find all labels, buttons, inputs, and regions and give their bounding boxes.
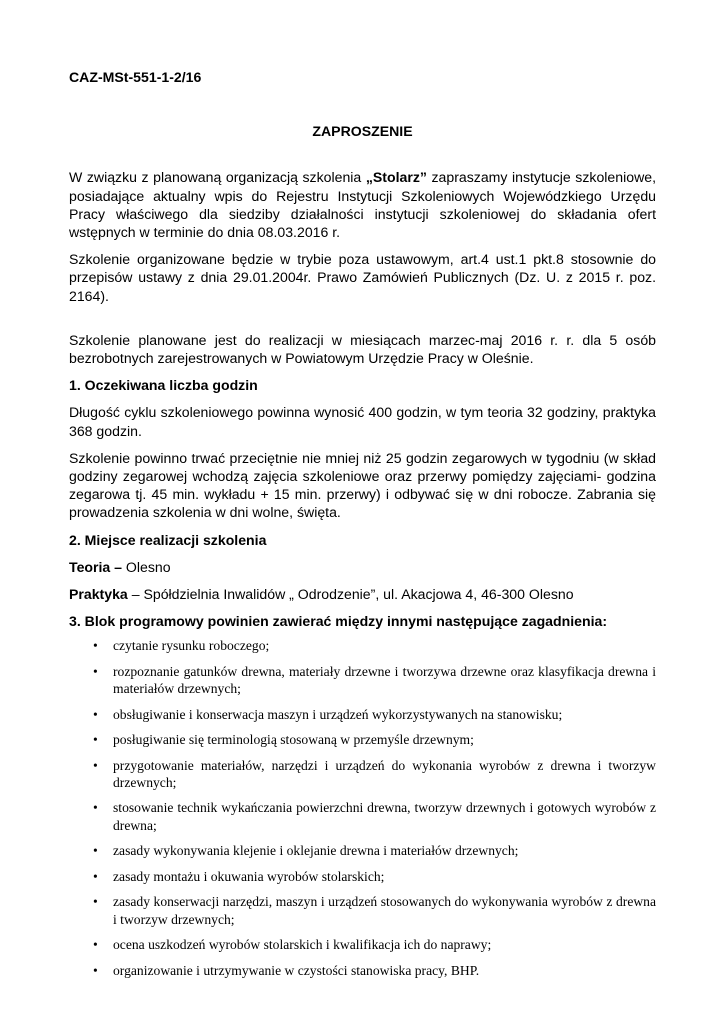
list-item: • rozpoznanie gatunków drewna, materiały drzewne i tworzywa drzewne oraz klasyfikacja drewna i materiałów drzewnych; [93,663,656,697]
list-item: • przygotowanie materiałów, narzędzi i urządzeń do wykonania wyrobów z drewna i tworzyw drzewnych; [93,757,656,790]
bullet-icon: • [93,638,98,654]
list-item: • obsługiwanie i konserwacja maszyn i urządzeń wykorzystywanych na stanowisku; [93,706,563,722]
section-2-heading: 2. Miejsce realizacji szkolenia [69,531,267,548]
document-title: ZAPROSZENIE [312,123,413,140]
section-1-schedule-paragraph: Szkolenie powinno trwać przeciętnie nie mniej niż 25 godzin zegarowych w tygodniu (w skład godziny zegarowej wchodzą zajęcia szkoleniowe oraz przerwy pomiędzy zajęciami- godzina zegarowa tj. 45 min. wykładu + 15 min. przerwy) i odbywać się w dni robocze. Zabrania się prowadzenia szkolenia w dni wolne, święta. [69,449,656,521]
theory-location [69,558,656,576]
bullet-icon: • [93,868,98,884]
theory-value: Olesno [122,558,171,575]
practice-value: – Spółdzielnia Inwalidów „ Odrodzenie”, ul. Akacjowa 4, 46-300 Olesno [127,586,574,603]
intro-after: zapraszamy instytucje szkoleniowe, posiadające aktualny wpis do Rejestru Instytucji Szkoleniowych Wojewódzkiego Urzędu Pracy właściwego dla siedziby działalności instytucji szkoleniowej do składania ofert wstępnych w terminie do dnia 08.03.2016 r. [69,169,656,241]
course-name: „Stolarz” [365,169,427,186]
bullet-icon: • [93,894,98,910]
legal-basis-paragraph: Szkolenie organizowane będzie w trybie poza ustawowym, art.4 ust.1 pkt.8 stosownie do przepisów ustawy z dnia 29.01.2004r. Prawo Zamówień Publicznych (Dz. U. z 2015 r. poz. 2164). [69,251,656,304]
bullet-icon: • [93,757,98,773]
section-1-hours-paragraph: Długość cyklu szkoleniowego powinna wynosić 400 godzin, w tym teoria 32 godziny, praktyka 368 godzin. [69,404,656,439]
section-1-heading: 1. Oczekiwana liczba godzin [69,377,258,394]
practice-location [69,585,656,603]
list-item: • stosowanie technik wykańczania powierzchni drewna, tworzyw drzewnych i gotowych wyrobów z drewna; [93,800,656,833]
theory-label: Teoria – [69,558,123,575]
bullet-icon: • [93,843,98,859]
list-item: • zasady wykonywania klejenie i oklejanie drewna i materiałów drzewnych; [93,843,519,859]
program-topics-list [69,637,656,978]
intro-before: W związku z planowaną organizacją szkolenia [69,169,366,186]
bullet-icon: • [93,663,98,679]
list-item: • zasady konserwacji narzędzi, maszyn i urządzeń stosowanych do wykonywania wyrobów z drewna i tworzyw drzewnych; [93,894,656,927]
practice-label: Praktyka [69,586,128,603]
list-item: • zasady montażu i okuwania wyrobów stolarskich; [93,868,385,884]
planning-paragraph: Szkolenie planowane jest do realizacji w miesiącach marzec-maj 2016 r. r. dla 5 osób bezrobotnych zarejestrowanych w Powiatowym Urzędzie Pracy w Oleśnie. [69,331,656,367]
bullet-icon: • [93,800,98,816]
list-item: • organizowanie i utrzymywanie w czystości stanowiska pracy, BHP. [93,962,480,978]
bullet-icon: • [93,706,98,722]
bullet-icon: • [93,732,98,748]
document-page [69,58,656,987]
list-item: • ocena uszkodzeń wyrobów stolarskich i kwalifikacja ich do naprawy; [93,937,492,953]
bullet-icon: • [93,937,98,953]
bullet-icon: • [93,962,98,978]
list-item: • posługiwanie się terminologią stosowaną w przemyśle drzewnym; [93,732,474,748]
document-reference: CAZ-MSt-551-1-2/16 [69,69,202,85]
section-3-heading: 3. Blok programowy powinien zawierać między innymi następujące zagadnienia: [69,613,608,630]
list-item: • czytanie rysunku roboczego; [93,638,270,654]
intro-paragraph [69,168,656,241]
